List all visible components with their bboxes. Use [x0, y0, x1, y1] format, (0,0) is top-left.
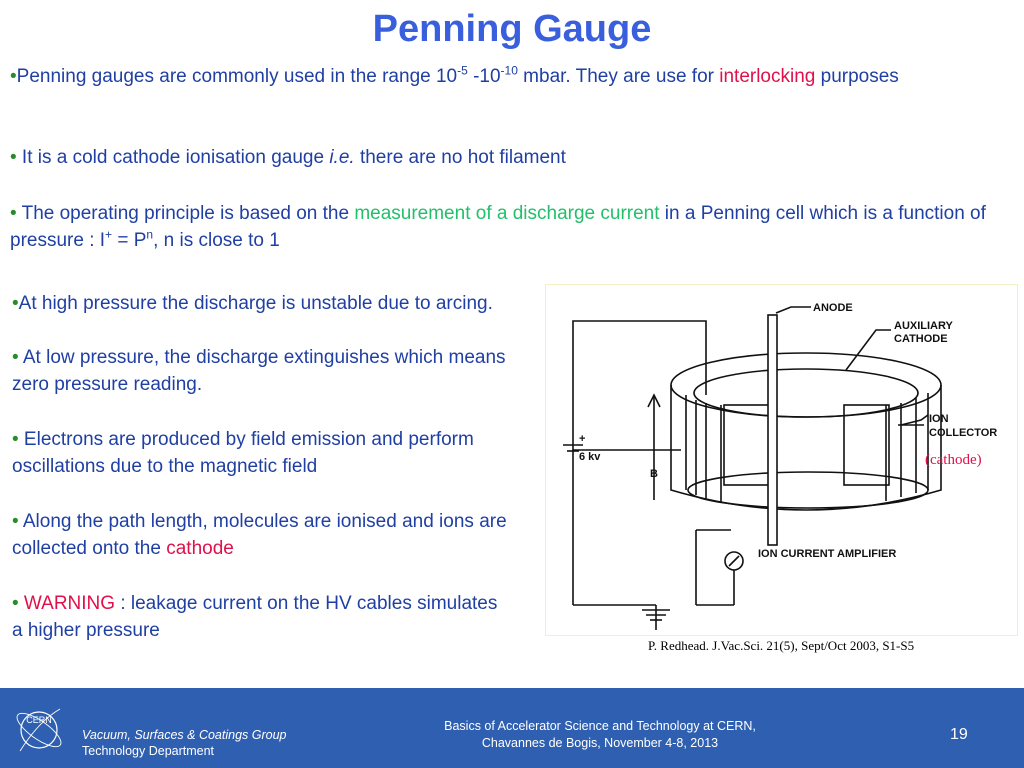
text: Along the path length, molecules are ionised and ions are collected onto the [12, 511, 507, 559]
page-title: Penning Gauge [372, 8, 652, 50]
superscript: n [146, 227, 154, 242]
text: At low pressure, the discharge extinguishes which means zero pressure reading. [12, 347, 506, 395]
text: Penning gauges are commonly used in the range 10 [16, 66, 458, 87]
warning-label: WARNING [18, 593, 116, 614]
text: At high pressure the discharge is unstable due to arcing. [18, 293, 493, 314]
superscript: -5 [457, 63, 468, 78]
text: , n is close to 1 [153, 230, 280, 251]
figure-caption: P. Redhead. J.Vac.Sci. 21(5), Sept/Oct 2003, S1-S5 [648, 638, 915, 653]
text: in a Penning cell which is a function of pressure : I [10, 203, 986, 251]
anode-leader [776, 307, 811, 313]
footer-group [82, 727, 287, 759]
amplifier-label: ION CURRENT AMPLIFIER [758, 548, 897, 560]
anode-rod [768, 315, 777, 545]
principle-paragraph [10, 200, 1010, 254]
cathode-annotation: (cathode) [925, 452, 982, 468]
bullet: • [10, 147, 17, 168]
text: It is a cold cathode ionisation gauge [16, 147, 330, 168]
cern-logo-text: CERN [26, 715, 52, 725]
bullet: • [10, 203, 17, 224]
electrons-bullet [12, 426, 572, 480]
footer-event [380, 718, 820, 752]
text: : leakage current on the HV cables simulates a higher pressure [12, 593, 498, 641]
highlight-interlocking: interlocking [719, 66, 816, 87]
high-pressure-bullet [12, 290, 537, 317]
bullet: • [12, 593, 19, 614]
warning-bullet [12, 590, 512, 644]
superscript: -10 [500, 63, 518, 78]
italic-text: i.e. [329, 147, 355, 168]
voltage-label: 6 kv [579, 451, 601, 463]
bullet: • [12, 429, 19, 450]
collector-label: COLLECTOR [929, 427, 998, 439]
cathode-diagram-label: CATHODE [894, 333, 948, 345]
anode-label: ANODE [813, 302, 853, 314]
plus-label: + [579, 433, 586, 445]
highlight-discharge-current: measurement of a discharge current [354, 203, 660, 224]
text: there are no hot filament [354, 147, 566, 168]
department-name: Technology Department [82, 744, 215, 758]
b-field-label: B [650, 468, 658, 480]
bullet: • [12, 511, 19, 532]
low-pressure-bullet [12, 344, 537, 398]
cold-cathode-paragraph [10, 144, 1010, 171]
bullet: • [12, 347, 19, 368]
ionisation-bullet [12, 508, 572, 562]
bullet: • [12, 293, 19, 314]
auxiliary-label: AUXILIARY [894, 320, 953, 332]
event-line-2: Chavannes de Bogis, November 4-8, 2013 [481, 736, 719, 750]
text: -10 [467, 66, 501, 87]
text: = P [112, 230, 147, 251]
superscript: + [105, 227, 113, 242]
text: mbar. They are use for [517, 66, 720, 87]
event-line-1: Basics of Accelerator Science and Technology at CERN, [444, 719, 756, 733]
text: The operating principle is based on the [16, 203, 355, 224]
group-name: Vacuum, Surfaces & Coatings Group [82, 728, 287, 742]
text: purposes [815, 66, 899, 87]
bullet: • [10, 66, 17, 87]
text: Electrons are produced by field emission and perform oscillations due to the magnetic field [12, 429, 474, 477]
aux-leader [846, 330, 891, 370]
intro-paragraph [10, 63, 1010, 90]
ion-leader [901, 415, 928, 425]
page-number: 19 [950, 726, 968, 743]
cern-logo [10, 701, 68, 764]
ion-label: ION [929, 413, 949, 425]
highlight-cathode: cathode [166, 538, 234, 559]
